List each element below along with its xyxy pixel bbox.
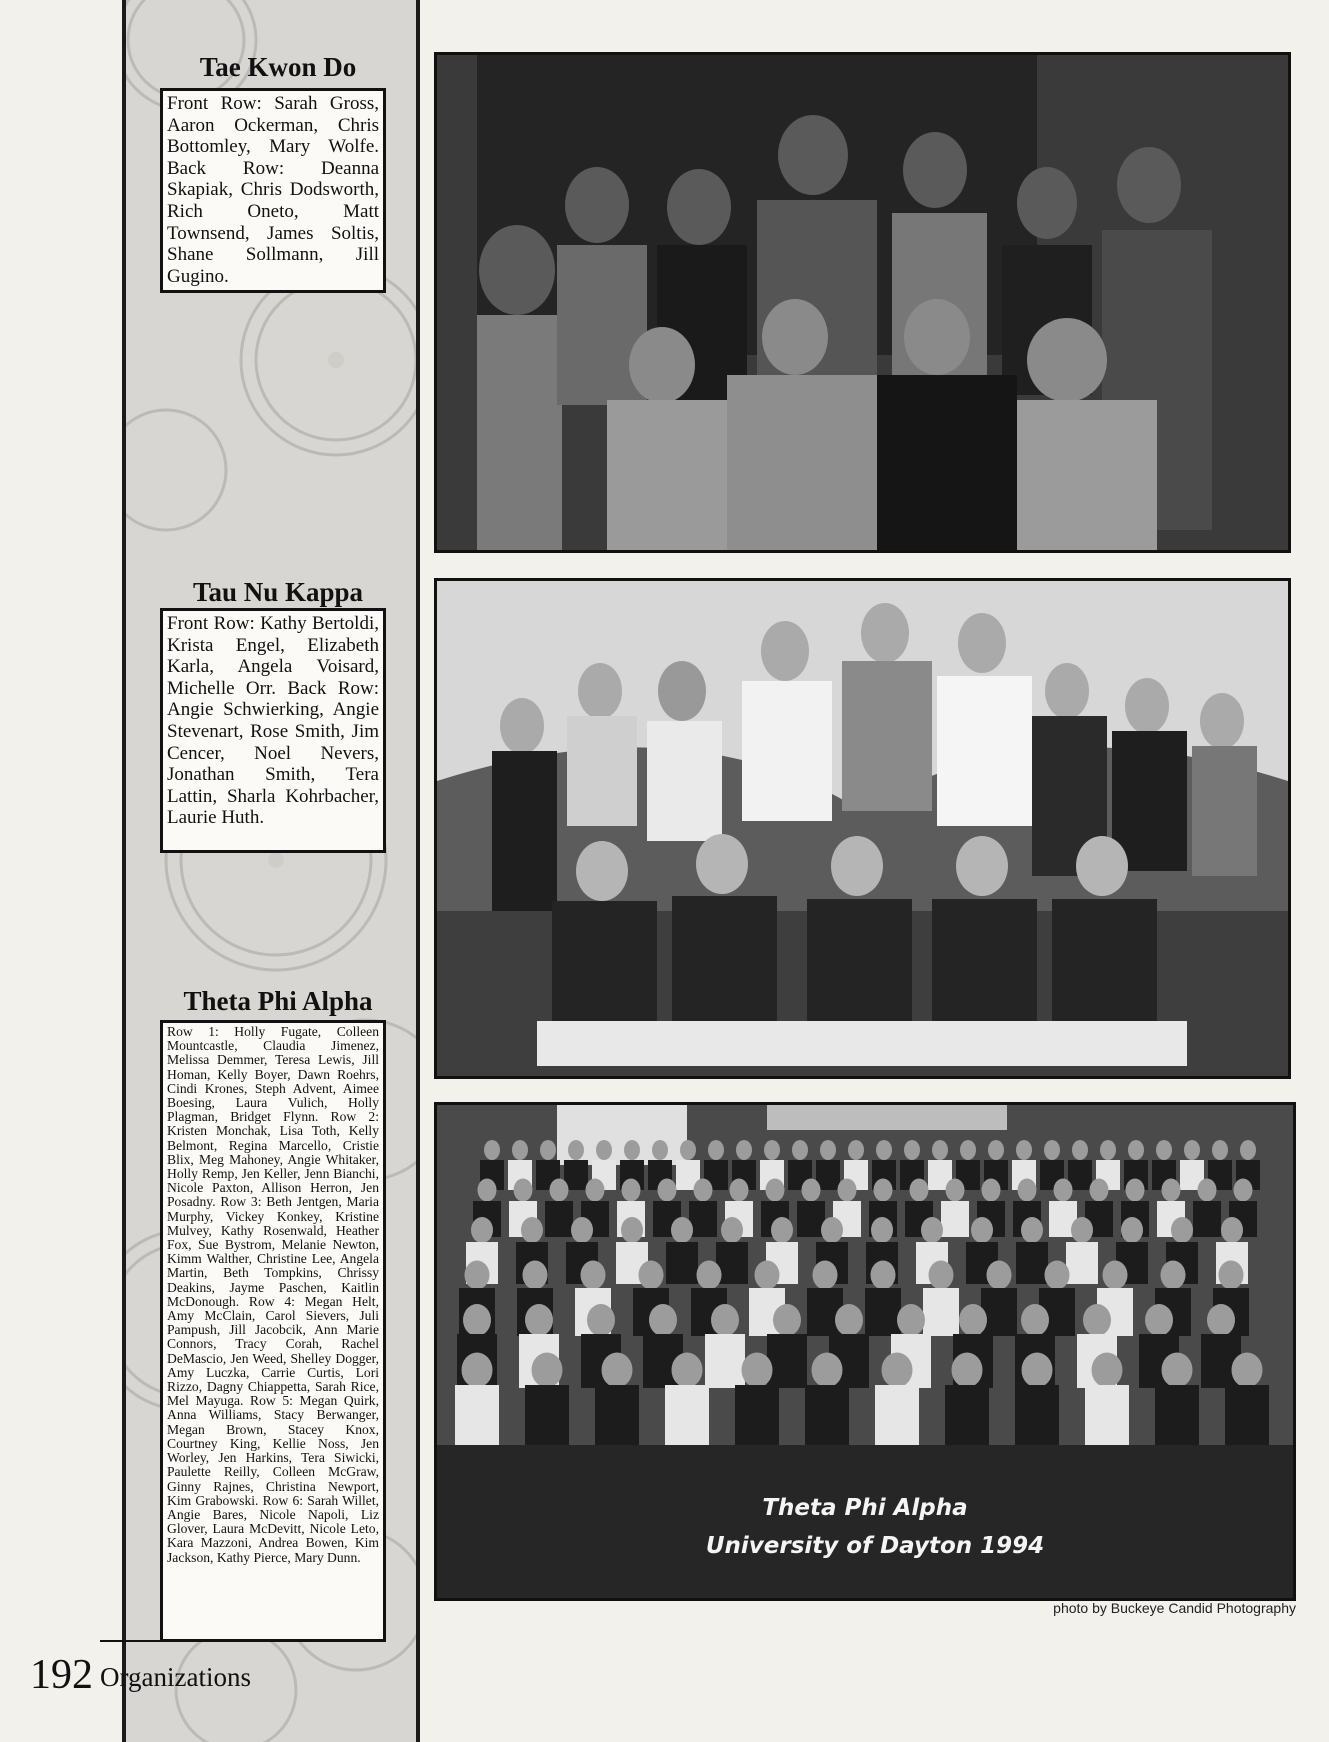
group-photo-image (437, 581, 1288, 1076)
photo-tae-kwon-do-group (434, 52, 1291, 553)
crowd-head (1162, 1179, 1181, 1202)
crowd-head (512, 1140, 528, 1160)
crowd-head (652, 1140, 668, 1160)
crowd-head (960, 1140, 976, 1160)
crowd-head (812, 1353, 843, 1388)
crowd-head (1219, 1261, 1244, 1290)
crowd-head (982, 1179, 1001, 1202)
crowd-body (455, 1385, 499, 1445)
crowd-head (971, 1217, 993, 1243)
crowd-head (946, 1179, 965, 1202)
crowd-head (959, 1304, 987, 1336)
crowd-head (484, 1140, 500, 1160)
section-name-organizations: Organizations (100, 1662, 251, 1692)
crowd-head (649, 1304, 677, 1336)
crowd-head (1234, 1179, 1253, 1202)
crowd-head (1121, 1217, 1143, 1243)
crowd-head (1021, 1304, 1049, 1336)
group-photo-image (437, 55, 1288, 550)
crowd-head (1156, 1140, 1172, 1160)
crowd-head (1022, 1353, 1053, 1388)
crowd-head (462, 1353, 493, 1388)
crowd-head (820, 1140, 836, 1160)
crowd-head (532, 1353, 563, 1388)
crowd-head (1162, 1353, 1193, 1388)
crowd-body (545, 1201, 573, 1237)
crowd-head (1128, 1140, 1144, 1160)
crowd-head (596, 1140, 612, 1160)
crowd-body (595, 1385, 639, 1445)
crowd-body (1016, 1242, 1048, 1284)
crowd-head (988, 1140, 1004, 1160)
crowd-head (1232, 1353, 1263, 1388)
crowd-head (1054, 1179, 1073, 1202)
crowd-head (571, 1217, 593, 1243)
crowd-head (525, 1304, 553, 1336)
crowd-head (1092, 1353, 1123, 1388)
crowd-head (921, 1217, 943, 1243)
crowd-head (1083, 1304, 1111, 1336)
crowd-head (755, 1261, 780, 1290)
crowd-body (1193, 1201, 1221, 1237)
group-photo-image (437, 1105, 1293, 1598)
crowd-head (568, 1140, 584, 1160)
caption-tae-kwon-do: Front Row: Sarah Gross, Aaron Ockerman, Chris Bottomley, Mary Wolfe. Back Row: Deanna Skapiak, Chris Dodsworth, Rich Oneto, Matt Townsend, James Soltis, Shane Sollmann, Jill Gugino. (160, 88, 386, 293)
crowd-head (904, 1140, 920, 1160)
crowd-head (465, 1261, 490, 1290)
crowd-head (540, 1140, 556, 1160)
crowd-head (897, 1304, 925, 1336)
crowd-head (622, 1179, 641, 1202)
crowd-head (1126, 1179, 1145, 1202)
crowd-head (587, 1304, 615, 1336)
crowd-body (735, 1385, 779, 1445)
crowd-head (1016, 1140, 1032, 1160)
crowd-head (694, 1179, 713, 1202)
crowd-head (471, 1217, 493, 1243)
photo-credit: photo by Buckeye Candid Photography (1053, 1600, 1296, 1616)
crowd-body (981, 1288, 1017, 1336)
crowd-head (521, 1217, 543, 1243)
crowd-head (1212, 1140, 1228, 1160)
crowd-head (721, 1217, 743, 1243)
crowd-body (1066, 1242, 1098, 1284)
crowd-head (835, 1304, 863, 1336)
crowd-body (666, 1242, 698, 1284)
crowd-body (941, 1201, 969, 1237)
crowd-head (1184, 1140, 1200, 1160)
crowd-head (1207, 1304, 1235, 1336)
crowd-head (910, 1179, 929, 1202)
crowd-body (1015, 1385, 1059, 1445)
photo-caption-line2: University of Dayton 1994 (705, 1533, 1045, 1559)
crowd-head (813, 1261, 838, 1290)
folio-rule (100, 1640, 265, 1642)
crowd-head (1018, 1179, 1037, 1202)
crowd-head (1021, 1217, 1043, 1243)
crowd-head (697, 1261, 722, 1290)
crowd-head (1100, 1140, 1116, 1160)
crowd-body (875, 1385, 919, 1445)
crowd-head (1103, 1261, 1128, 1290)
crowd-head (1198, 1179, 1217, 1202)
crowd-body (689, 1201, 717, 1237)
crowd-head (639, 1261, 664, 1290)
crowd-head (581, 1261, 606, 1290)
crowd-head (987, 1261, 1012, 1290)
caption-tau-nu-kappa: Front Row: Kathy Bertoldi, Krista Engel, Elizabeth Karla, Angela Voisard, Michelle Orr. Back Row: Angie Schwierking, Angie Stevenart, Rose Smith, Jim Cencer, Noel Nevers, Jonathan Smith, Tera Lattin, Sharla Kohrbacher, Laurie Huth. (160, 608, 386, 853)
crowd-head (680, 1140, 696, 1160)
crowd-head (1044, 1140, 1060, 1160)
crowd-head (871, 1217, 893, 1243)
section-title-tau-nu-kappa: Tau Nu Kappa (192, 577, 364, 607)
crowd-head (621, 1217, 643, 1243)
crowd-body (665, 1385, 709, 1445)
crowd-head (1221, 1217, 1243, 1243)
crowd-body (797, 1201, 825, 1237)
crowd-head (802, 1179, 821, 1202)
crowd-head (932, 1140, 948, 1160)
crowd-head (1072, 1140, 1088, 1160)
crowd-body (865, 1288, 901, 1336)
crowd-head (792, 1140, 808, 1160)
crowd-head (838, 1179, 857, 1202)
page-number: 192 (30, 1652, 93, 1698)
crowd-body (1155, 1385, 1199, 1445)
crowd-head (514, 1179, 533, 1202)
crowd-head (764, 1140, 780, 1160)
crowd-head (742, 1353, 773, 1388)
crowd-head (478, 1179, 497, 1202)
crowd-head (773, 1304, 801, 1336)
crowd-head (711, 1304, 739, 1336)
crowd-head (671, 1217, 693, 1243)
crowd-head (602, 1353, 633, 1388)
section-title-tae-kwon-do: Tae Kwon Do (199, 52, 357, 82)
crowd-body (767, 1334, 807, 1388)
crowd-head (1161, 1261, 1186, 1290)
crowd-head (929, 1261, 954, 1290)
caption-theta-phi-alpha: Row 1: Holly Fugate, Colleen Mountcastle, Claudia Jimenez, Melissa Demmer, Teresa Lewis, Jill Homan, Kelly Boyer, Dawn Roehrs, Cindi Krones, Steph Advent, Aimee Boesing, Laura Vulich, Holly Plagman, Bridget Flynn. Row 2: Kristen Monchak, Lisa Toth, Kelly Belmont, Regina Marcello, Cristie Blix, Meg Mahoney, Angie Whitaker, Holly Remp, Jen Keller, Jenn Bianchi, Nicole Paxton, Allison Herron, Jen Posadny. Row 3: Beth Jentgen, Maria Murphy, Vickey Konkey, Kristine Mulvey, Kathy Rosenwald, Heather Fox, Sue Bystrom, Melanie Newton, Kimm Walther, Christine Lee, Angela Martin, Beth Tompkins, Chrissy Deakins, Jayme Paschen, Kaitlin McDonough. Row 4: Megan Helt, Amy McClain, Carol Sievers, Juli Pampush, Jill Jacobcik, Ann Marie Connors, Tracy Corah, Rachel DeMascio, Jen Weed, Shelley Dogger, Amy Luczka, Carrie Curtis, Lori Rizzo, Dagny Chiappetta, Sarah Rice, Mel Mayuga. Row 5: Megan Quirk, Anna Williams, Stacy Berwanger, Megan Brown, Stacey Knox, Courtney King, Kellie Noss, Jen Worley, Jen Harkins, Tera Siwicki, Paulette Reilly, Colleen McGraw, Ginny Rajnes, Christina Newport, Kim Grabowski. Row 6: Sarah Willet, Angie Bares, Nicole Napoli, Liz Glover, Laura McDevitt, Nicole Leto, Kara Mazzoni, Andrea Bowen, Kim Jackson, Kathy Pierce, Mary Dunn. (160, 1020, 386, 1642)
photo-theta-phi-alpha-group (434, 1102, 1296, 1601)
crowd-head (672, 1353, 703, 1388)
section-title-theta-phi-alpha: Theta Phi Alpha (183, 986, 373, 1016)
crowd-head (771, 1217, 793, 1243)
crowd-head (766, 1179, 785, 1202)
crowd-head (1090, 1179, 1109, 1202)
crowd-head (624, 1140, 640, 1160)
crowd-head (848, 1140, 864, 1160)
crowd-body (945, 1385, 989, 1445)
photo-caption-line1: Theta Phi Alpha (762, 1495, 968, 1521)
crowd-body (923, 1288, 959, 1336)
crowd-head (1145, 1304, 1173, 1336)
crowd-body (705, 1334, 745, 1388)
crowd-head (736, 1140, 752, 1160)
crowd-head (1045, 1261, 1070, 1290)
crowd-head (1171, 1217, 1193, 1243)
crowd-head (1240, 1140, 1256, 1160)
crowd-head (952, 1353, 983, 1388)
crowd-head (708, 1140, 724, 1160)
crowd-head (871, 1261, 896, 1290)
crowd-head (821, 1217, 843, 1243)
crowd-head (463, 1304, 491, 1336)
crowd-body (1225, 1385, 1269, 1445)
crowd-body (805, 1385, 849, 1445)
crowd-head (658, 1179, 677, 1202)
crowd-head (730, 1179, 749, 1202)
crowd-head (882, 1353, 913, 1388)
crowd-head (523, 1261, 548, 1290)
crowd-head (1071, 1217, 1093, 1243)
crowd-body (525, 1385, 569, 1445)
crowd-head (876, 1140, 892, 1160)
crowd-head (874, 1179, 893, 1202)
crowd-head (586, 1179, 605, 1202)
crowd-body (1085, 1385, 1129, 1445)
crowd-head (550, 1179, 569, 1202)
photo-tau-nu-kappa-group (434, 578, 1291, 1079)
